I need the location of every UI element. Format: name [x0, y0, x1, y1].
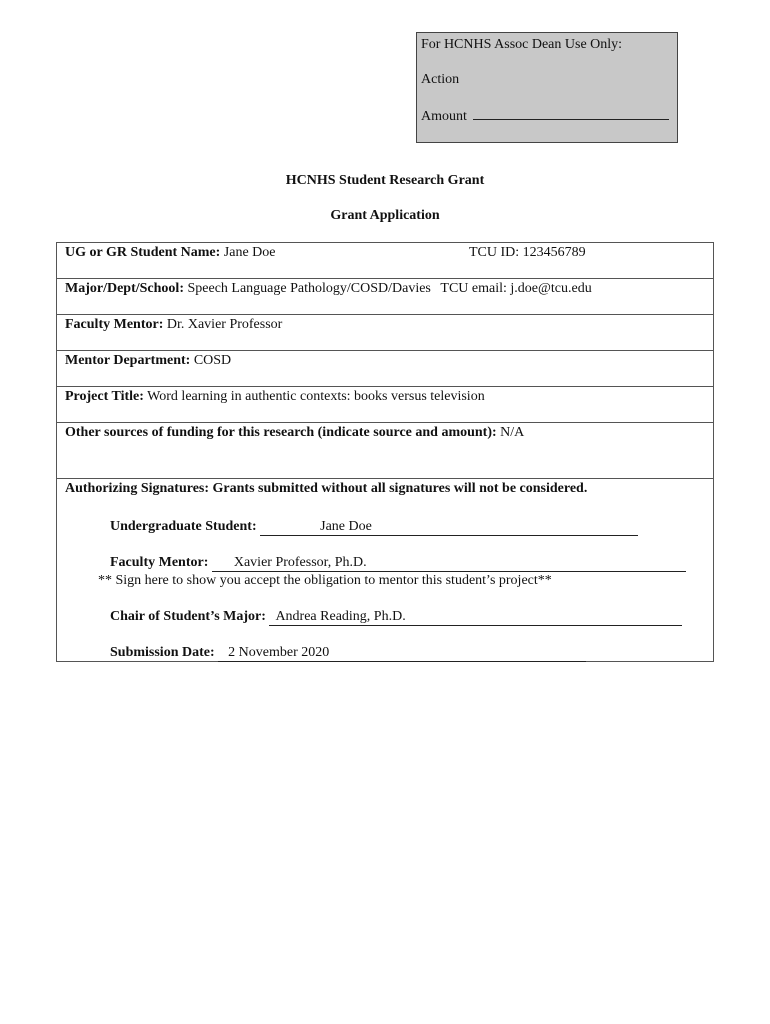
project-title-label: Project Title:	[65, 389, 144, 404]
faculty-mentor-field[interactable]: Dr. Xavier Professor	[166, 317, 283, 332]
row-faculty-mentor	[57, 315, 714, 351]
undergrad-signature-field[interactable]: Jane Doe	[260, 519, 638, 536]
project-title-field[interactable]: Word learning in authentic contexts: books versus television	[147, 389, 485, 404]
row-other-funding	[57, 423, 714, 479]
mentor-signature-note: ** Sign here to show you accept the obligation to mentor this student’s project**	[98, 573, 552, 588]
student-name-field[interactable]: Jane Doe	[223, 245, 276, 260]
tcu-id-field[interactable]: TCU ID: 123456789	[469, 245, 586, 260]
dean-action-label: Action	[421, 72, 460, 87]
student-name-label: UG or GR Student Name:	[65, 245, 221, 260]
application-form-table	[56, 242, 714, 662]
mentor-department-field[interactable]: COSD	[193, 353, 232, 368]
mentor-signature-field[interactable]: Xavier Professor, Ph.D.	[212, 555, 686, 572]
submission-date-field[interactable]: 2 November 2020	[218, 645, 586, 662]
mentor-signature-label: Faculty Mentor:	[110, 555, 209, 570]
dean-box-heading: For HCNHS Assoc Dean Use Only:	[421, 37, 623, 52]
dean-amount-row	[421, 107, 669, 125]
major-label: Major/Dept/School:	[65, 281, 184, 296]
undergrad-signature-label: Undergraduate Student:	[110, 519, 257, 534]
faculty-mentor-label: Faculty Mentor:	[65, 317, 164, 332]
row-project-title	[57, 387, 714, 423]
submission-date-row	[110, 645, 586, 662]
other-funding-label: Other sources of funding for this research (indicate source and amount):	[65, 425, 497, 440]
document-title: HCNHS Student Research Grant	[285, 173, 485, 188]
undergrad-signature-row	[110, 519, 638, 536]
row-student-name	[57, 243, 714, 279]
chair-signature-row	[110, 609, 682, 626]
chair-signature-label: Chair of Student’s Major:	[110, 609, 266, 624]
signatures-heading: Authorizing Signatures: Grants submitted without all signatures will not be considered.	[65, 481, 588, 496]
dean-amount-field[interactable]	[473, 107, 669, 120]
row-signatures	[57, 479, 714, 662]
mentor-department-label: Mentor Department:	[65, 353, 191, 368]
chair-signature-field[interactable]: Andrea Reading, Ph.D.	[269, 609, 682, 626]
submission-date-label: Submission Date:	[110, 645, 215, 660]
document-subtitle: Grant Application	[330, 208, 440, 223]
dean-amount-label: Amount	[421, 109, 467, 124]
mentor-signature-row	[110, 555, 686, 572]
other-funding-field[interactable]: N/A	[500, 425, 525, 440]
row-major	[57, 279, 714, 315]
row-mentor-department	[57, 351, 714, 387]
dean-use-box	[416, 32, 678, 143]
tcu-email-field[interactable]: TCU email: j.doe@tcu.edu	[440, 281, 592, 296]
major-field[interactable]: Speech Language Pathology/COSD/Davies	[187, 281, 431, 296]
